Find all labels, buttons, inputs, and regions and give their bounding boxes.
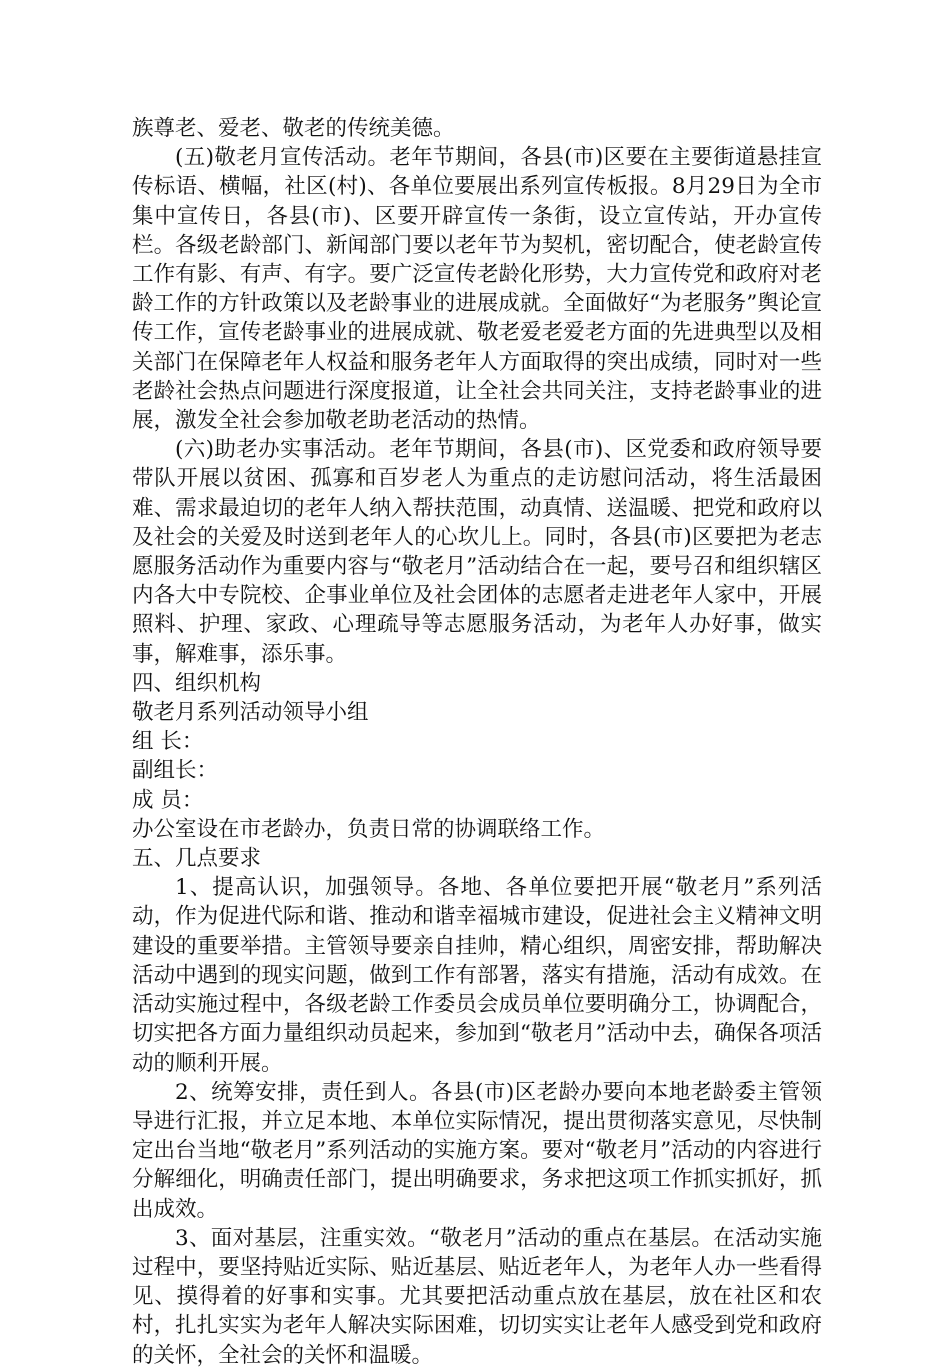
- deputy-leader-line: 副组长：: [132, 758, 219, 784]
- requirement-3: 3、面对基层，注重实效。“敬老月”活动的重点在基层。在活动实施过程中，要坚持贴近实际、贴近基层、贴近老年人，为老年人办一些看得见、摸得着的好事和实事。尤其要把活动重点放在基层，放在社区和农村，扎扎实实为老年人解决实际困难，切切实实让老年人感受到党和政府的关怀，全社会的关怀和温暖。: [132, 1225, 822, 1368]
- requirement-2: 2、统筹安排，责任到人。各县(市)区老龄办要向本地老龄委主管领导进行汇报，并立足本地、本单位实际情况，提出贯彻落实意见，尽快制定出台当地“敬老月”系列活动的实施方案。要对“敬老月”活动的内容进行分解细化，明确责任部门，提出明确要求，务求把这项工作抓实抓好，抓出成效。: [132, 1079, 822, 1222]
- office-location-line: 办公室设在市老龄办，负责日常的协调联络工作。: [132, 816, 606, 842]
- group-leader-line: 组 长：: [132, 729, 204, 755]
- paragraph-publicity-activity: (五)敬老月宣传活动。老年节期间，各县(市)区要在主要街道悬挂宣传标语、横幅，社区(村)、各单位要展出系列宣传板报。8月29日为全市集中宣传日，各县(市)、区要开辟宣传一条街，设立宣传站，开办宣传栏。各级老龄部门、新闻部门要以老年节为契机，密切配合，使老龄宣传工作有影、有声、有字。要广泛宣传老龄化形势，大力宣传党和政府对老龄工作的方针政策以及老龄事业的进展成就。全面做好“为老服务”舆论宣传工作，宣传老龄事业的进展成就、敬老爱老爱老方面的先进典型以及相关部门在保障老年人权益和服务老年人方面取得的突出成绩，同时对一些老龄社会热点问题进行深度报道，让全社会共同关注，支持老龄事业的进展，激发全社会参加敬老助老活动的热情。: [132, 145, 822, 434]
- document-body: [132, 114, 822, 1370]
- paragraph-continuation: 族尊老、爱老、敬老的传统美德。: [132, 116, 455, 141]
- requirement-1: 1、提高认识，加强领导。各地、各单位要把开展“敬老月”系列活动，作为促进代际和谐、推动和谐幸福城市建设，促进社会主义精神文明建设的重要举措。主管领导要亲自挂帅，精心组织，周密安排，帮助解决活动中遇到的现实问题，做到工作有部署，落实有措施，活动有成效。在活动实施过程中，各级老龄工作委员会成员单位要明确分工，协调配合，切实把各方面力量组织动员起来，参加到“敬老月”活动中去，确保各项活动的顺利开展。: [132, 875, 822, 1076]
- paragraph-practical-help-activity: (六)助老办实事活动。老年节期间，各县(市)、区党委和政府领导要带队开展以贫困、孤寡和百岁老人为重点的走访慰问活动，将生活最困难、需求最迫切的老年人纳入帮扶范围，动真情、送温暖、把党和政府以及社会的关爱及时送到老年人的心坎儿上。同时，各县(市)区要把为老志愿服务活动作为重要内容与“敬老月”活动结合在一起，要号召和组织辖区内各大中专院校、企事业单位及社会团体的志愿者走进老年人家中，开展照料、护理、家政、心理疏导等志愿服务活动，为老年人办好事，做实事，解难事，添乐事。: [132, 437, 822, 667]
- section-heading-requirements: 五、几点要求: [132, 846, 262, 872]
- members-line: 成 员：: [132, 787, 204, 813]
- section-heading-organization: 四、组织机构: [132, 670, 262, 696]
- leadership-group-title: 敬老月系列活动领导小组: [132, 700, 369, 726]
